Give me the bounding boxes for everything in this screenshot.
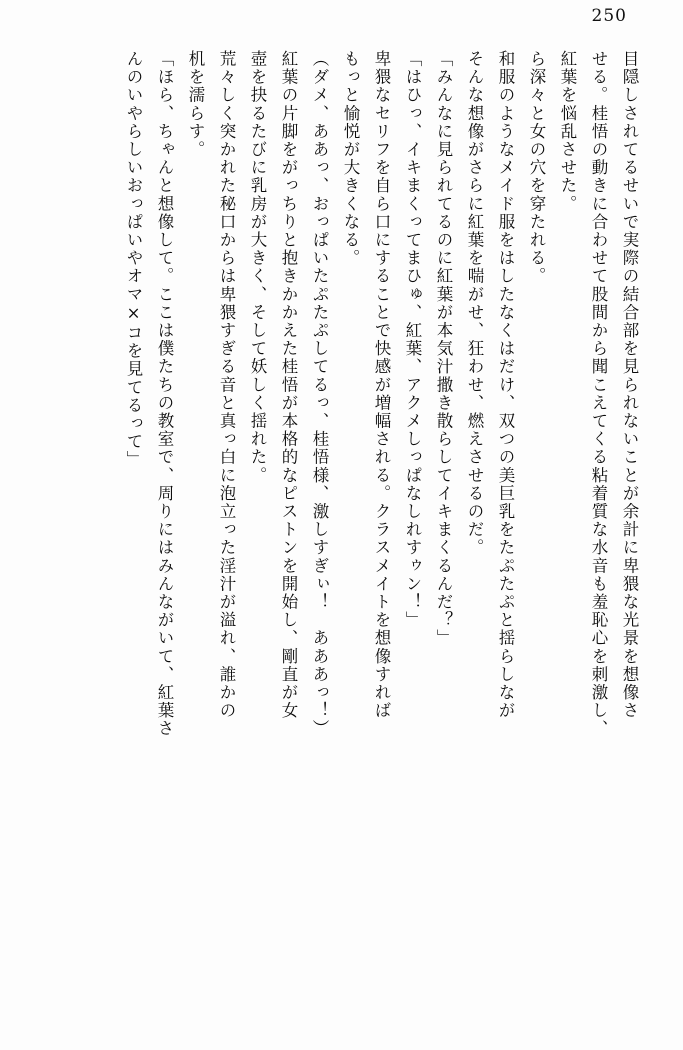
text-line: 「ほら、ちゃんと想像して。ここは僕たちの教室で、周りにはみんながいて、紅葉さ [155,50,174,738]
text-line: もっと愉悦が大きくなる。 [341,50,360,268]
page-number: 250 [591,6,627,26]
vertical-text-body [36,50,645,1024]
text-line: 紅葉を悩乱させた。 [558,50,577,213]
text-line: 目隠しされてるせいで実際の結合部を見られないことが余計に卑猥な光景を想像さ [620,50,639,720]
text-line: そんな想像がさらに紅葉を喘がせ、狂わせ、燃えさせるのだ。 [465,50,484,557]
text-line: 机を濡らす。 [186,50,205,159]
text-line: 卑猥なセリフを自ら口にすることで快感が増幅される。クラスメイトを想像すれば [372,50,391,720]
text-line: 壺を抉るたびに乳房が大きく、そして妖しく揺れた。 [248,50,267,485]
text-line: ら深々と女の穴を穿たれる。 [527,50,546,286]
text-line: んのいやらしいおっぱいやオマ×コを見てるって」 [124,50,143,469]
text-line: 紅葉の片脚をがっちりと抱きかかえた桂悟が本格的なピストンを開始し、剛直が女 [279,50,298,720]
text-line: （ダメ、ああっ、おっぱいたぷたぷしてるっ、桂悟様、激しすぎぃ！ あああっ！） [310,50,329,738]
text-line: 和服のようなメイド服をはしたなくはだけ、双つの美巨乳をたぷたぷと揺らしなが [496,50,515,720]
text-line: 「みんなに見られてるのに紅葉が本気汁撒き散らしてイキまくるんだ？」 [434,50,453,648]
text-line: せる。桂悟の動きに合わせて股間から聞こえてくる粘着質な水音も羞恥心を刺激し、 [589,50,608,738]
text-line: 荒々しく突かれた秘口からは卑猥すぎる音と真っ白に泡立った淫汁が溢れ、誰かの [217,50,236,720]
text-line: 「はひっ、イキまくってまひゅ、紅葉、アクメしっぱなしれすゥン！」 [403,50,422,630]
